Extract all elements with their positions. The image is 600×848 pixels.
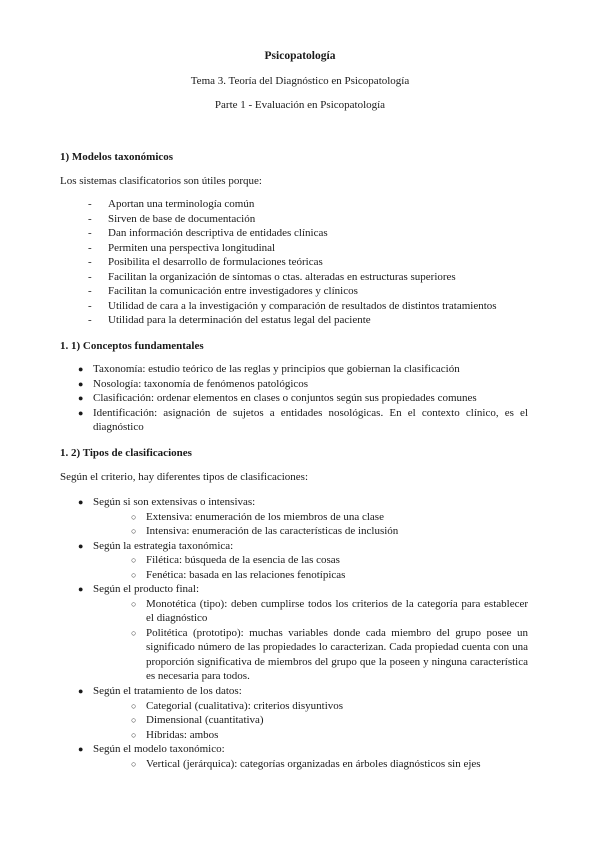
section-heading: 1) Modelos taxonómicos (60, 151, 174, 163)
sub-list-item: ○ Monotética (tipo): deben cumplirse todos los criterios de la categoría para establecer el diagnóstico (131, 597, 528, 624)
circle-bullet-icon: ○ (131, 526, 137, 536)
section-intro: Los sistemas clasificatorios son útiles porque: (60, 175, 262, 187)
bullet-icon: ● (78, 686, 84, 696)
sub-list-item: ○ Filética: búsqueda de la esencia de las cosas (131, 554, 340, 566)
document-part: Parte 1 - Evaluación en Psicopatología (214, 99, 386, 111)
section-heading: 1. 1) Conceptos fundamentales (60, 340, 204, 352)
document-subtitle: Tema 3. Teoría del Diagnóstico en Psicopatología (190, 75, 410, 87)
circle-bullet-icon: ○ (131, 569, 137, 580)
sub-list-item: ○ Categorial (cualitativa): criterios disyuntivos (131, 699, 344, 712)
circle-bullet-icon: ○ (131, 627, 137, 638)
bullet-icon: ● (78, 584, 84, 594)
section-heading: 1. 2) Tipos de clasificaciones (60, 447, 192, 459)
list-item: ● Según el modelo taxonómico: (78, 743, 225, 755)
bullet-icon: ● (78, 393, 84, 403)
section-intro: Según el criterio, hay diferentes tipos de clasificaciones: (60, 471, 309, 483)
sub-list-item: ○ Politética (prototipo): muchas variables donde cada miembro del grupo posee un significado número de las propiedades lo caracterizan. Cada propiedad cuenta con una proporción significativa de miembros del grupo que la poseen y ninguna característica es necesaria para todos. (131, 626, 528, 682)
sub-list-item: ○ Dimensional (cuantitativa) (131, 714, 264, 726)
bullet-icon: ● (78, 364, 84, 374)
list-item: ● Nosología: taxonomía de fenómenos patológicos (78, 377, 309, 390)
circle-bullet-icon: ○ (131, 700, 137, 711)
bullet-icon: ● (78, 540, 84, 551)
list-item: ● Taxonomía: estudio teórico de las reglas y principios que gobiernan la clasificación (78, 363, 460, 375)
list-item: ● Según la estrategia taxonómica: (78, 539, 234, 552)
list-item: ● Según si son extensivas o intensivas: (78, 496, 256, 508)
sub-list-item: ○ Extensiva: enumeración de los miembros de una clase (131, 510, 384, 523)
circle-bullet-icon: ○ (131, 555, 137, 565)
list-item: ● Identificación: asignación de sujetos a entidades nosológicas. En el contexto clínico, es el diagnóstico (78, 406, 528, 433)
bullet-icon: ● (78, 378, 84, 389)
list-item: ● Según el producto final: (78, 583, 200, 595)
sub-list-item: ○ Intensiva: enumeración de las características de inclusión (131, 525, 399, 537)
bullet-icon: ● (78, 497, 84, 507)
sub-list-item: ○ Fenética: basada en las relaciones fenotípicas (131, 568, 346, 581)
circle-bullet-icon: ○ (131, 758, 137, 769)
list-item: ● Según el tratamiento de los datos: (78, 685, 242, 697)
list-item: ● Clasificación: ordenar elementos en clases o conjuntos según sus propiedades comunes (78, 392, 477, 404)
circle-bullet-icon: ○ (131, 598, 137, 609)
sub-list-item: ○ Híbridas: ambos (131, 728, 219, 741)
bullet-icon: ● (78, 407, 84, 418)
sub-list-item: ○ Vertical (jerárquica): categorías organizadas en árboles diagnósticos sin ejes (131, 757, 481, 770)
document-page: Psicopatología Tema 3. Teoría del Diagnóstico en Psicopatología Parte 1 - Evaluación en Psicopatología 1) Modelos taxonómicos Los sistemas clasificatorios son útiles porque: - Aportan una terminología común - Sirven de base de documentación - Dan información descriptiva de entidades clínicas - Permiten una perspectiva longitudinal - Posibilita el desarrollo de formulaciones teóricas - Facilitan la organización de síntomas o ctas. alteradas en estructuras superiores - Facilitan la comunicación entre investigadores y clínicos - Utilidad de cara a la investigación y comparación de resultados de distintos tratamientos - Utilidad para la determinación del estatus legal del paciente 1. 1) Conceptos fundamentales ● Taxonomía: estudio teórico de las reglas y principios que gobiernan la clasificación ● Nosología: taxonomía de fenómenos patológicos ● Clasificación: ordenar elementos en clases o conjuntos según sus propiedades comunes ● Identificación: asignación de sujetos a entidades nosológicas. En el contexto clínico, es el diagnóstico 1. 2) Tipos de clasificaciones Según el criterio, hay diferentes tipos de clasificaciones: ● Según si son extensivas o intensivas: ○ Extensiva: enumeración de los miembros de una clase ○ Intensiva: enumeración de las características de inclusión ● Según la estrategia taxonómica: ○ Filética: búsqueda de la esencia de las cosas ○ Fenética: basada en las relaciones fenotípicas ● Según el producto final: ○ Monotética (tipo): deben cumplirse todos los criterios de la categoría para establecer el diagnóstico ○ Politética (prototipo): muchas variables donde cada miembro del grupo posee un significado número de las propiedades lo caracterizan. Cada propiedad cuenta con una proporción significativa de miembros del grupo que la poseen y ninguna característica es necesaria para todos. ● Según el tratamiento de los datos: ○ Categorial (cualitativa): criterios disyuntivos ○ Dimensional (cuantitativa) ○ Híbridas: ambos ● Según el modelo taxonómico: ○ Vertical (jerárquica): categorías organizadas en árboles diagnósticos sin ejes (0, 0, 600, 848)
document-title: Psicopatología (264, 50, 336, 62)
circle-bullet-icon: ○ (131, 511, 137, 522)
circle-bullet-icon: ○ (131, 715, 137, 725)
circle-bullet-icon: ○ (131, 729, 137, 740)
bullet-icon: ● (78, 744, 84, 754)
